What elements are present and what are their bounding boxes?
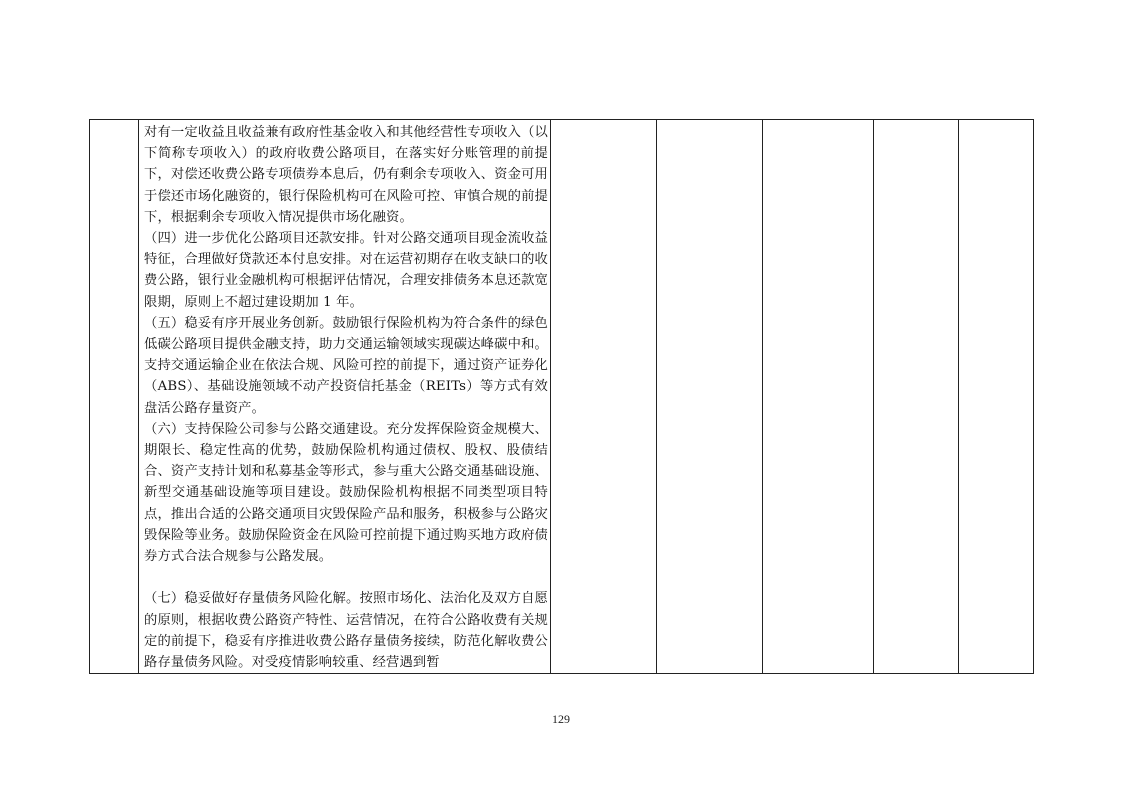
document-table bbox=[89, 119, 1034, 674]
content-text bbox=[139, 120, 550, 673]
paragraph-debt-risk: （七）稳妥做好存量债务风险化解。按照市场化、法治化及双方自愿的原则，根据收费公路资产特性、运营情况，在符合公路收费有关规定的前提下，稳妥有序推进收费公路存量债务接续，防范化解收费公路存量债务风险。对受疫情影响较重、经营遇到暂 bbox=[144, 591, 548, 671]
table-cell-empty bbox=[551, 120, 657, 674]
table-cell-index bbox=[90, 120, 139, 674]
page-number: 129 bbox=[552, 712, 570, 726]
paragraph-repayment: （四）进一步优化公路项目还款安排。针对公路交通项目现金流收益特征，合理做好贷款还本付息安排。对在运营初期存在收支缺口的收费公路，银行业金融机构可根据评估情况，合理安排债务本息还款宽限期，原则上不超过建设期加 1 年。 bbox=[144, 231, 548, 310]
table-cell-empty bbox=[763, 120, 874, 674]
table-cell-empty bbox=[959, 120, 1034, 674]
paragraph-financing: 对有一定收益且收益兼有政府性基金收入和其他经营性专项收入（以下简称专项收入）的政府收费公路项目，在落实好分账管理的前提下，对偿还收费公路专项债券本息后，仍有剩余专项收入、资金可用于偿还市场化融资的，银行保险机构可在风险可控、审慎合规的前提下，根据剩余专项收入情况提供市场化融资。 bbox=[144, 125, 548, 225]
paragraph-innovation: （五）稳妥有序开展业务创新。鼓励银行保险机构为符合条件的绿色低碳公路项目提供金融支持，助力交通运输领域实现碳达峰碳中和。支持交通运输企业在依法合规、风险可控的前提下，通过资产证券化（ABS）、基础设施领域不动产投资信托基金（REITs）等方式有效盘活公路存量资产。 bbox=[144, 315, 548, 416]
table-cell-empty bbox=[874, 120, 959, 674]
table-cell-content bbox=[139, 120, 551, 674]
paragraph-insurance: （六）支持保险公司参与公路交通建设。充分发挥保险资金规模大、期限长、稳定性高的优势，鼓励保险机构通过债权、股权、股债结合、资产支持计划和私募基金等形式，参与重大公路交通基础设施、新型交通基础设施等项目建设。鼓励保险机构根据不同类型项目特点，推出合适的公路交通项目灾毁保险产品和服务，积极参与公路灾毁保险等业务。鼓励保险资金在风险可控前提下通过购买地方政府债券方式合法合规参与公路发展。 bbox=[144, 421, 548, 565]
table-row bbox=[90, 120, 1034, 674]
table-cell-empty bbox=[657, 120, 763, 674]
paragraph-spacer bbox=[144, 567, 548, 588]
